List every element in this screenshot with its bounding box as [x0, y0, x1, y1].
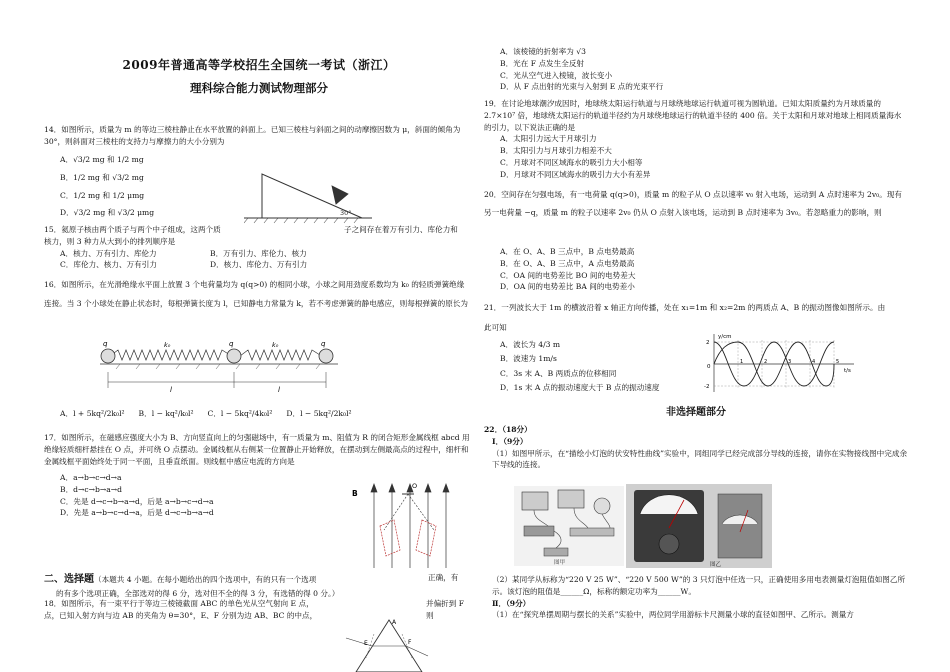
q20-options: [484, 246, 904, 293]
q17-option-d: D．先是 a→b→c→d→a，后是 d→c→b→a→d: [60, 508, 214, 518]
q20-stem: 20．空间存在匀强电场，有一电荷量 q(q>0)，质量 m 的粒子从 O 点以速率 v₀ 射入电场，运动到 A 点时速率为 2v₀。现有另一电荷量 −q，质量 m 的粒子以速率 2v₀ 仍从 O 点射入该电场，运动到 B 点时速率为 3v₀。若忽略重力的影响，则: [484, 190, 902, 217]
q21-t3: 3: [788, 359, 792, 365]
q16-ball-1: [101, 349, 115, 363]
q21-option-a: A．波长为 4/3 m: [500, 340, 561, 349]
q15-option-b: B．万有引力、库伦力、核力: [210, 248, 307, 258]
q14-option-c: C．1/2 mg 和 1/2 μmg: [60, 190, 145, 200]
exam-title: 2009年普通高等学校招生全国统一考试（浙江）: [122, 58, 396, 72]
q21-option-d: D．1s 末 A 点的振动速度大于 B 点的振动速度: [500, 383, 660, 393]
q19-option-b: B．太阳引力与月球引力相差不大: [500, 146, 612, 156]
q21-stem-b: 此可知: [484, 322, 507, 332]
q20-option-a: A．在 O、A、B 三点中，B 点电势最高: [500, 247, 635, 256]
section-2-text-b: 正确，有: [428, 573, 459, 582]
q16-label-q3: q: [321, 340, 326, 348]
section-2-heading: 二、选择题: [44, 574, 94, 585]
bulb-icon: [594, 498, 610, 514]
q14-incline-figure: [244, 168, 374, 224]
q18-option-b: B．光在 F 点发生全反射: [500, 58, 585, 68]
q16-label-l2: l: [278, 386, 280, 394]
q15-option-c: C．库伦力、核力、万有引力: [60, 260, 157, 270]
q14-option-d: D．√3/2 mg 和 √3/2 μmg: [60, 208, 155, 218]
switch-icon: [544, 548, 568, 556]
q22-p3: （1）在“探究单摆周期与摆长的关系”实验中，两位同学用游标卡尺测量小球的直径如图甲、乙所示。测量方: [492, 610, 854, 620]
q18-stem-d: 则: [426, 610, 434, 620]
rheostat-icon: [570, 528, 614, 536]
q17-label-o: O: [412, 482, 418, 490]
question-16: [44, 276, 470, 314]
q20-option-b: B．在 O、A、B 三点中，A 点电势最高: [500, 258, 635, 268]
q16-option-a: A．l + 5kq²/2k₀l²: [60, 409, 125, 418]
q16-spring-left: [110, 350, 230, 360]
q16-label-k2: k₀: [272, 341, 279, 349]
q16-label-q1: q: [103, 340, 108, 348]
q16-label-q2: q: [229, 340, 234, 348]
q21-tick-neg2: -2: [704, 384, 710, 390]
q14-option-b: B．1/2 mg 和 √3/2 mg: [60, 172, 144, 182]
q16-option-b: B．l − kq²/k₀l²: [138, 409, 194, 418]
q14-options: [44, 154, 244, 219]
q19-option-a: A．太阳引力远大于月球引力: [500, 134, 597, 144]
q22-p1: （1）如图甲所示，在“描绘小灯泡的伏安特性曲线”实验中，同组同学已经完成部分导线的连接，请你在实物接线图中完成余下导线的连接。: [492, 448, 908, 470]
exam-subtitle: 理科综合能力测试物理部分: [190, 81, 328, 95]
question-20: [484, 186, 908, 222]
q18-stem-c: 点，已知入射方向与边 AB 的夹角为 θ=30°，E、F 分别为边 AB、BC 的中点，: [44, 610, 318, 620]
voltmeter-icon: [558, 490, 584, 508]
q21-options: [484, 338, 704, 396]
q14-angle-label: 30°: [340, 209, 352, 217]
q21-t5: 5: [836, 359, 840, 365]
q21-option-c: C．3s 末 A、B 两质点的位移相同: [500, 368, 617, 378]
section-2-text-a: （本题共 4 小题。在每小题给出的四个选项中，有的只有一个选项: [94, 575, 317, 584]
q16-options: [60, 408, 460, 420]
q14-option-a: A．√3/2 mg 和 1/2 mg: [60, 155, 144, 164]
q21-tick-0: 0: [707, 364, 711, 370]
q20-option-c: C．OA 间的电势差比 BO 间的电势差大: [500, 270, 636, 280]
q22-head: 22．（18分）: [484, 425, 532, 434]
section-3-heading: 非选择题部分: [666, 407, 726, 418]
q17-option-a: A．a→b→c→d→a: [60, 473, 122, 482]
q22-fig-a-label: 图甲: [554, 560, 566, 566]
q16-label-k1: k₀: [164, 341, 171, 349]
q17-frame-left: [380, 520, 400, 556]
q17-label-b: B: [352, 489, 358, 498]
q15-stem-c: 核力，则 3 种力从大到小的排列顺序是: [44, 236, 176, 246]
q21-t4: 4: [812, 359, 816, 365]
q16-spring-right: [240, 350, 320, 360]
q15-option-a: A．核力、万有引力、库伦力: [60, 248, 157, 258]
q18-stem-b: 并偏折到 F: [426, 599, 465, 608]
q21-ylabel: y/cm: [718, 334, 732, 340]
q16-label-l1: l: [170, 386, 172, 394]
q18-option-a: A．该棱镜的折射率为 √3: [500, 47, 586, 56]
q16-ball-3: [319, 349, 333, 363]
q18-label-e: E: [364, 640, 368, 647]
q21-t2: 2: [764, 359, 768, 365]
section-2-text-c: 的有多个选项正确，全部选对的得 6 分，选对但不全的得 3 分，有选错的得 0 分。）: [56, 588, 340, 598]
q18-stem-a: 18．如图所示，有一束平行于等边三棱镜截面 ABC 的单色光从空气射向 E 点，: [44, 599, 314, 608]
q15-stem-b: 子之间存在着万有引力、库伦力和: [344, 225, 458, 234]
q17-magnetic-figure: [344, 474, 464, 570]
q18-options: [484, 46, 904, 93]
q17-frame-right: [416, 520, 436, 556]
q18-option-c: C．光从空气进入棱镜，波长变小: [500, 70, 613, 80]
q21-vibration-graph: [704, 330, 864, 394]
q18-label-a: A: [392, 619, 397, 626]
q21-stem-a: 21．一列波长大于 1m 的横波沿着 x 轴正方向传播，处在 x₁=1m 和 x₂=2m 的两质点 A、B 的振动图像如图所示。由: [484, 303, 886, 312]
q22-p2-block: [484, 574, 908, 621]
q15-stem-a: 15．氦原子核由两个质子与两个中子组成，这两个质: [44, 225, 221, 234]
q17-option-c: C．先是 d→c→b→a→d，后是 a→b→c→d→a: [60, 496, 214, 506]
battery-icon: [524, 526, 554, 536]
q16-ball-2: [227, 349, 241, 363]
q22-fig-b-label: 图乙: [710, 562, 722, 568]
q15-option-d: D．核力、库伦力、万有引力: [210, 260, 308, 270]
q16-option-d: D．l − 5kq²/2k₀l²: [286, 409, 352, 418]
q18-label-f: F: [408, 639, 412, 646]
ammeter-icon: [522, 492, 548, 510]
q22-part2: Ⅱ．（9分）: [492, 598, 531, 608]
q22-circuit-photo: [514, 486, 624, 566]
q16-option-c: C．l − 5kq²/4k₀l²: [207, 409, 273, 418]
q22-p2: （2）某同学从标称为“220 V 25 W”、“220 V 500 W”的 3 只灯泡中任选一只，正确使用多用电表测量灯泡阻值如图乙所示。该灯泡的阻值是______Ω，标称的额定功率为______W。: [492, 575, 906, 596]
question-19: [484, 98, 908, 180]
q22-part1: Ⅰ．（9分）: [492, 436, 528, 446]
q19-stem: 19．在讨论地球潮汐成因时，地球绕太阳运行轨道与月球绕地球运行轨道可视为圆轨道。已知太阳质量约为月球质量的 2.7×10⁷ 倍，地球绕太阳运行的轨道半径约为月球绕地球运行的轨道半径的 400 倍。关于太阳和月球对地球上相同质量海水的引力，以下说法正确的是: [484, 99, 902, 132]
q17-stem: 17．如图所示，在磁感应强度大小为 B、方向竖直向上的匀强磁场中，有一质量为 m、阻值为 R 的闭合矩形金属线框 abcd 用绝缘轻质细杆悬挂在 O 点，并可绕 O 点摆动。金属线框从右侧某一位置静止开始释放，在摆动到左侧最高点的过程中，细杆和金属线框平面始终处于同一平面，且垂直纸面。则线框中感应电流的方向是: [44, 433, 470, 466]
q17-option-b: B．d→c→b→a→d: [60, 484, 122, 494]
q16-stem: 16．如图所示，在光滑绝缘水平面上放置 3 个电荷量均为 q(q>0) 的相同小球，小球之间用劲度系数均为 k₀ 的轻质弹簧绝缘连接。当 3 个小球处在静止状态时，每根弹簧长度为 l，已知静电力常量为 k，若不考虑弹簧的静电感应，则每根弹簧的原长为: [44, 280, 468, 308]
q16-spring-figure: [100, 338, 340, 398]
q18-prism-figure: [344, 616, 434, 672]
question-17: [44, 432, 470, 467]
section-2: [44, 572, 474, 599]
q19-option-d: D．月球对不同区域海水的吸引力大小有差异: [500, 169, 651, 179]
question-15: [44, 224, 474, 271]
q17-options: [44, 472, 334, 519]
question-14: [44, 124, 468, 148]
range-knob: [659, 534, 679, 554]
q14-stem: 14．如图所示，质量为 m 的等边三棱柱静止在水平放置的斜面上。已知三棱柱与斜面之间的动摩擦因数为 μ，斜面的倾角为 30°，则斜面对三棱柱的支持力与摩擦力的大小分别为: [44, 125, 461, 146]
q19-option-c: C．月球对不同区域海水的吸引力大小相等: [500, 157, 643, 167]
q21-option-b: B．波速为 1m/s: [500, 354, 557, 364]
q22-multimeter-photo: [626, 484, 772, 568]
q21-xlabel: t/s: [844, 368, 851, 374]
question-22: [484, 424, 908, 471]
q14-prism: [332, 186, 348, 204]
q21-tick-2: 2: [706, 340, 710, 346]
q21-t1: 1: [740, 359, 744, 365]
q18-option-d: D．从 F 点出射的光束与入射到 E 点的光束平行: [500, 82, 664, 92]
q20-option-d: D．OA 间的电势差比 BA 间的电势差小: [500, 282, 635, 292]
